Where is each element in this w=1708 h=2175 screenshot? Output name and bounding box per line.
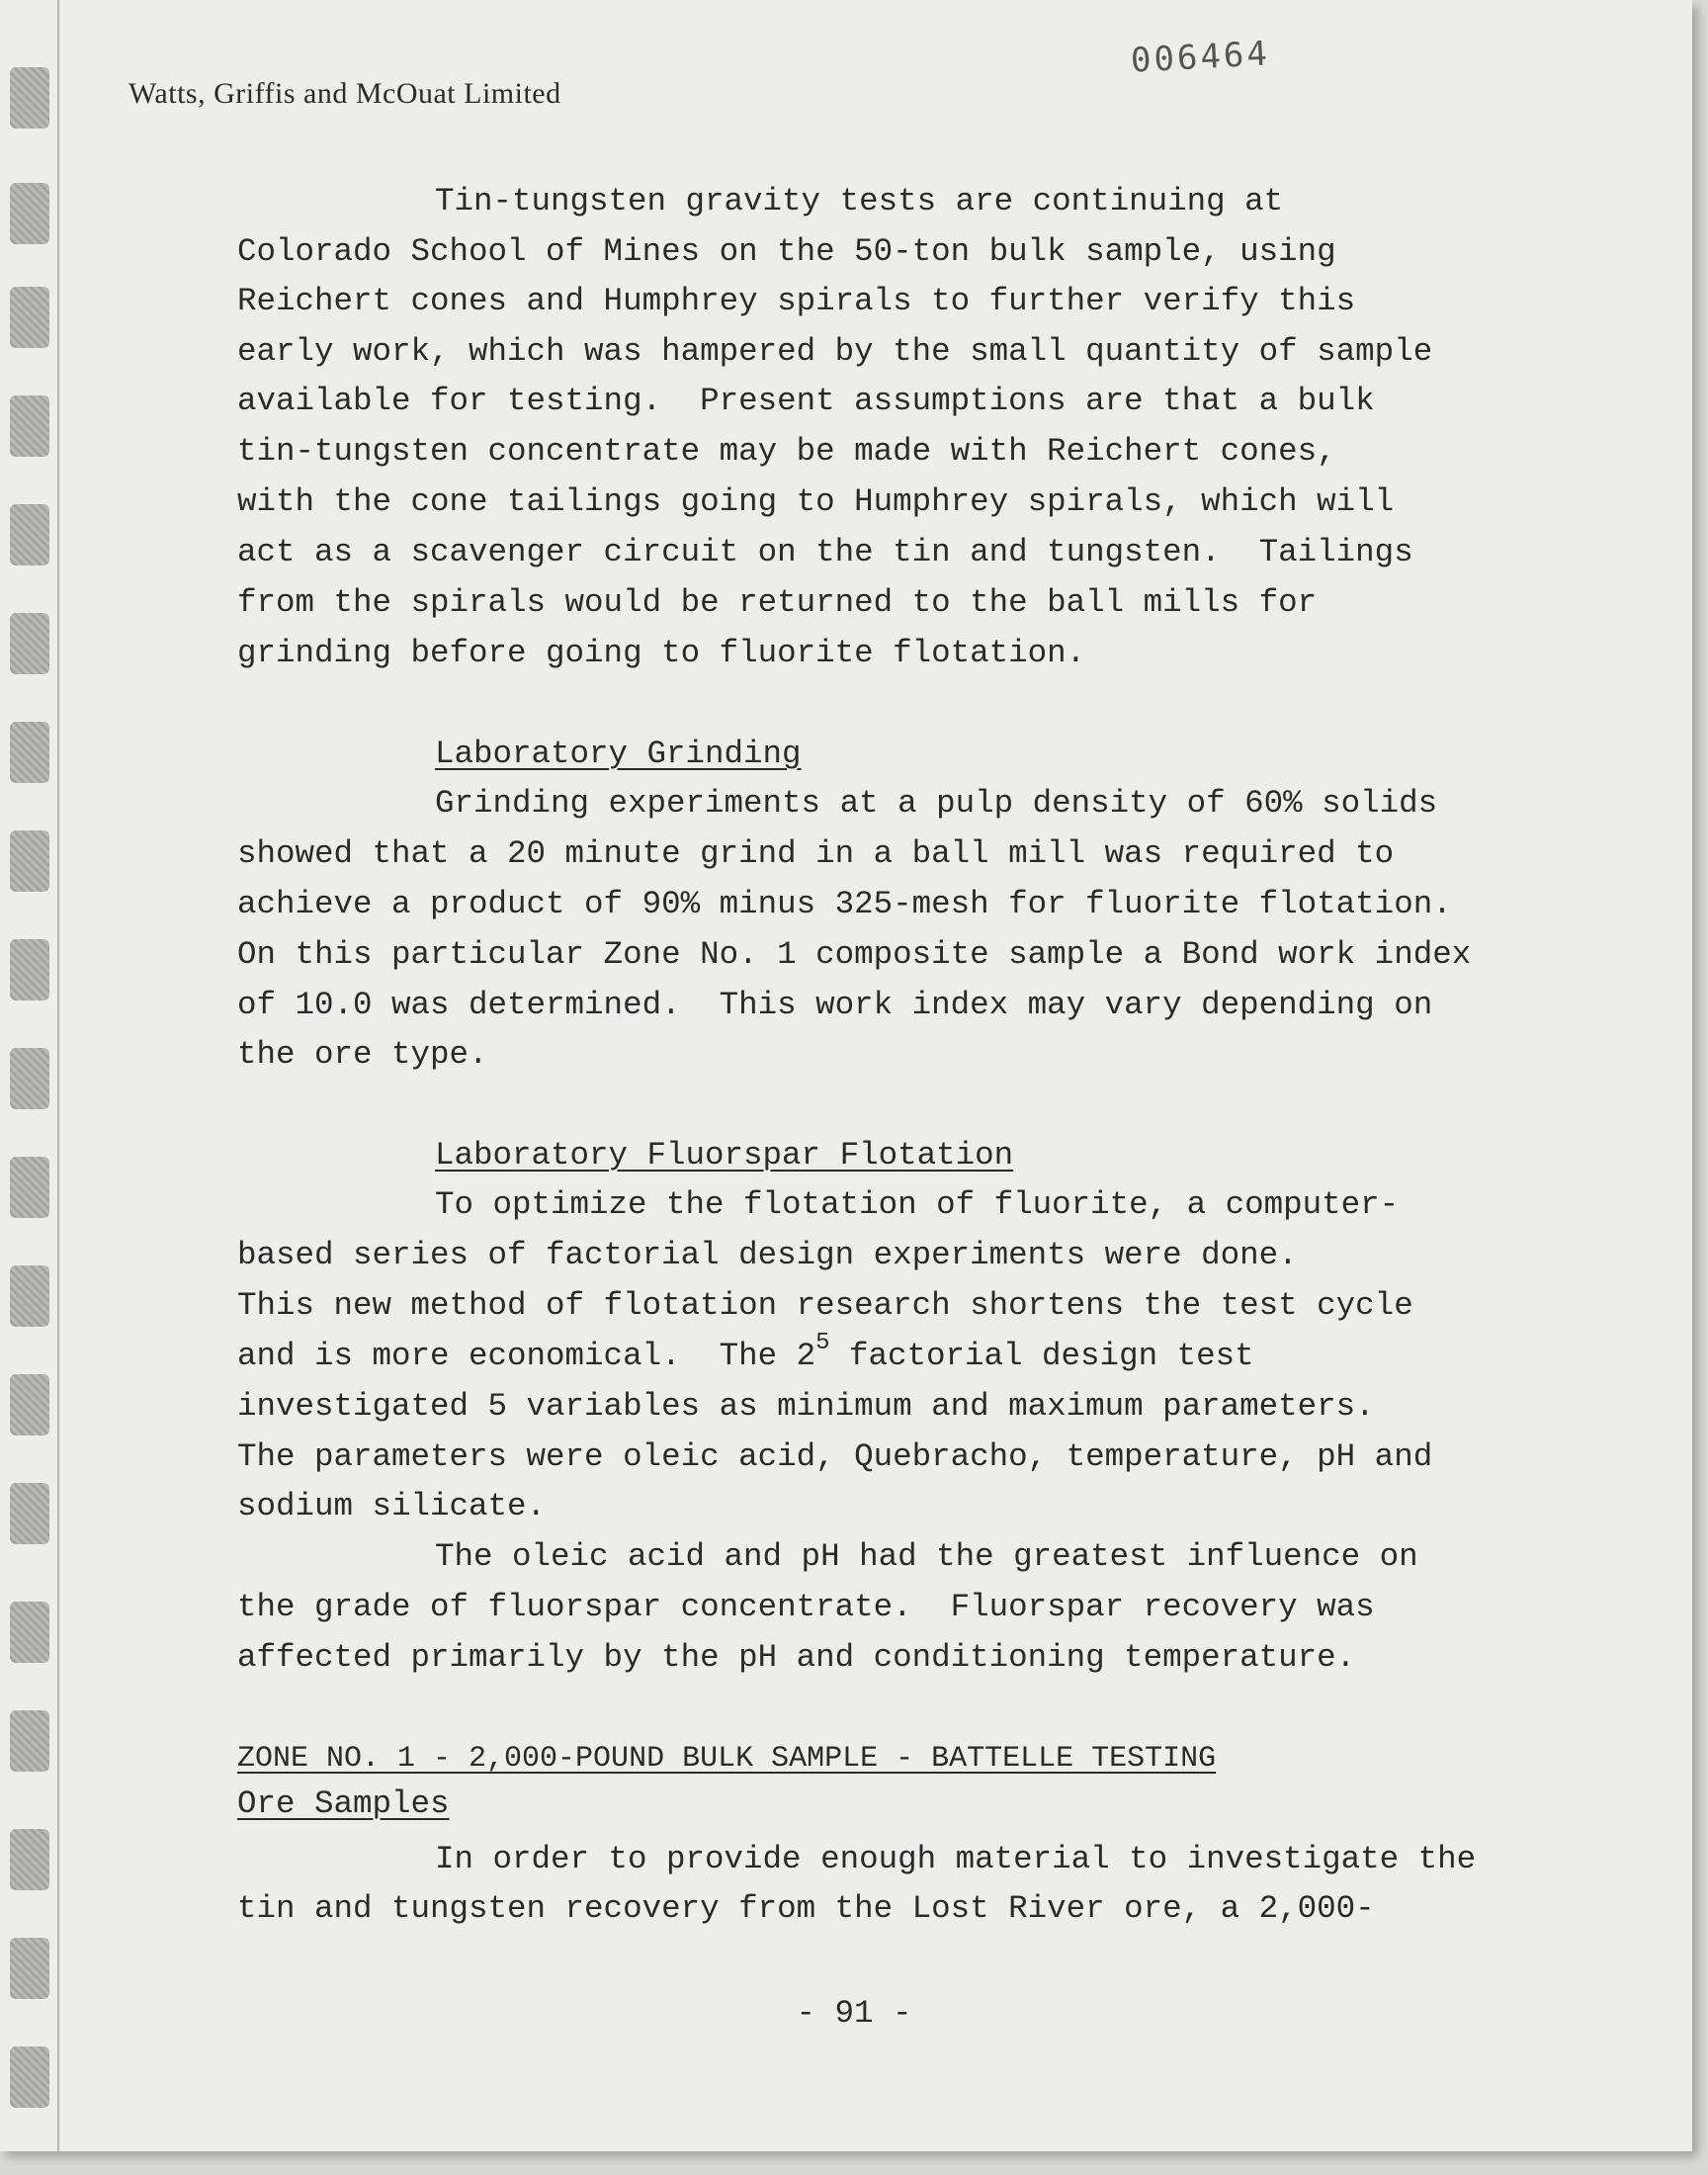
section-heading-grinding: Laboratory Grinding: [435, 736, 802, 772]
text-line: based series of factorial design experiments were done.: [237, 1237, 1298, 1273]
binding-hole: [10, 395, 49, 457]
text-line: investigated 5 variables as minimum and maximum parameters.: [237, 1388, 1375, 1425]
binding-edge: [57, 0, 59, 2151]
binding-hole: [10, 2046, 49, 2108]
binding-hole: [10, 1710, 49, 1772]
binding-hole: [10, 613, 49, 674]
text-line: achieve a product of 90% minus 325-mesh for fluorite flotation.: [237, 886, 1452, 922]
spiral-binding: [0, 0, 69, 2151]
section-heading-flotation: Laboratory Fluorspar Flotation: [435, 1137, 1014, 1174]
binding-hole: [10, 1483, 49, 1544]
binding-hole: [10, 1829, 49, 1890]
binding-hole: [10, 1374, 49, 1436]
text-line: sodium silicate.: [237, 1488, 547, 1524]
text-line: from the spirals would be returned to the ball mills for: [237, 584, 1318, 621]
text-line: act as a scavenger circuit on the tin and tungsten. Tailings: [237, 534, 1413, 570]
text-line: tin and tungsten recovery from the Lost River ore, a 2,000-: [237, 1890, 1375, 1927]
text-line: Reichert cones and Humphrey spirals to further verify this: [237, 283, 1356, 319]
text-line: grinding before going to fluorite flotation.: [237, 635, 1086, 671]
binding-hole: [10, 504, 49, 566]
text-line: In order to provide enough material to investigate the: [435, 1841, 1477, 1877]
binding-hole: [10, 939, 49, 1000]
text-line: Tin-tungsten gravity tests are continuing at: [435, 183, 1284, 219]
text-line: affected primarily by the pH and conditioning temperature.: [237, 1639, 1356, 1676]
text-line: [237, 1330, 1254, 1376]
binding-hole: [10, 287, 49, 348]
subsection-heading-ore-samples: Ore Samples: [237, 1785, 450, 1822]
text-line: showed that a 20 minute grind in a ball mill was required to: [237, 835, 1395, 872]
text-line: of 10.0 was determined. This work index may vary depending on: [237, 987, 1433, 1023]
text-fragment: factorial design test: [829, 1338, 1254, 1374]
binding-hole: [10, 1265, 49, 1327]
text-line: available for testing. Present assumptions are that a bulk: [237, 383, 1375, 419]
text-line: the grade of fluorspar concentrate. Fluorspar recovery was: [237, 1589, 1375, 1625]
text-line: The parameters were oleic acid, Quebracho, temperature, pH and: [237, 1438, 1433, 1475]
text-line: This new method of flotation research shortens the test cycle: [237, 1287, 1413, 1324]
text-line: Colorado School of Mines on the 50-ton bulk sample, using: [237, 233, 1336, 270]
binding-hole: [10, 1157, 49, 1218]
text-line: To optimize the flotation of fluorite, a computer-: [435, 1186, 1400, 1223]
binding-hole: [10, 1938, 49, 1999]
text-line: the ore type.: [237, 1036, 488, 1073]
text-fragment: and is more economical. The 2: [237, 1338, 816, 1374]
text-line: The oleic acid and pH had the greatest influence on: [435, 1538, 1418, 1575]
binding-hole: [10, 1048, 49, 1109]
text-line: tin-tungsten concentrate may be made with Reichert cones,: [237, 433, 1336, 470]
binding-hole: [10, 722, 49, 783]
binding-hole: [10, 830, 49, 892]
section-heading-zone: ZONE NO. 1 - 2,000-POUND BULK SAMPLE - BATTELLE TESTING: [237, 1742, 1217, 1776]
binding-hole: [10, 67, 49, 129]
document-stamp-number: 006464: [1130, 34, 1271, 81]
binding-hole: [10, 183, 49, 244]
text-line: Grinding experiments at a pulp density of 60% solids: [435, 785, 1438, 822]
page-number: - 91 -: [796, 1995, 912, 2032]
text-line: On this particular Zone No. 1 composite sample a Bond work index: [237, 936, 1472, 973]
superscript-exponent: 5: [815, 1330, 830, 1357]
letterhead-firm-name: Watts, Griffis and McOuat Limited: [128, 77, 561, 110]
text-line: early work, which was hampered by the small quantity of sample: [237, 333, 1433, 370]
text-line: with the cone tailings going to Humphrey spirals, which will: [237, 483, 1395, 520]
binding-hole: [10, 1602, 49, 1663]
